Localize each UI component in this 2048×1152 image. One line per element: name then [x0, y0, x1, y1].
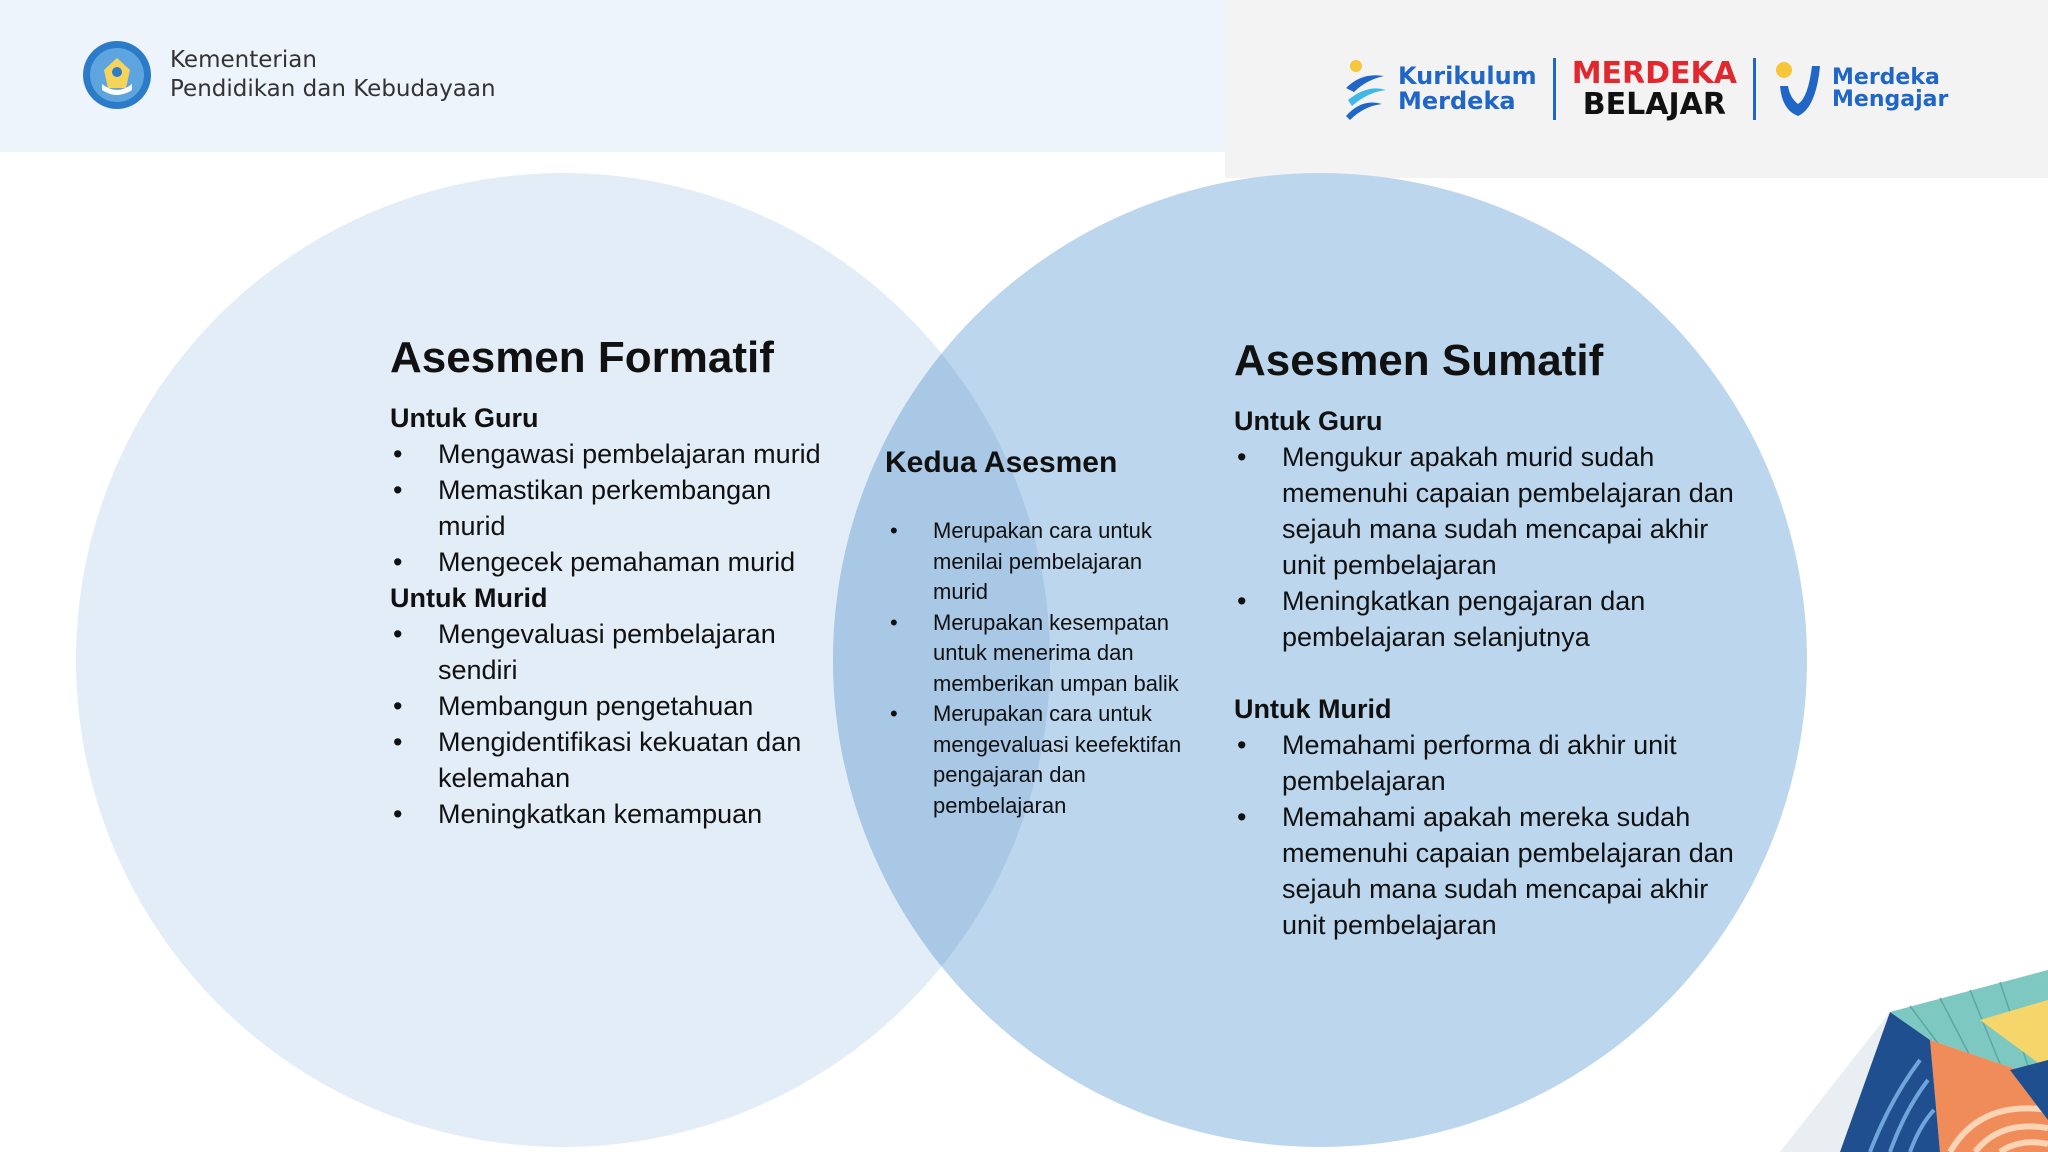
kurikulum-label: Kurikulum	[1398, 62, 1537, 90]
list-item: • Meningkatkan kemampuan	[390, 796, 830, 832]
formatif-murid-heading: Untuk Murid	[390, 583, 548, 613]
formatif-guru-list	[390, 436, 830, 580]
list-item: • Memastikan perkembangan murid	[390, 472, 830, 544]
formatif-guru-heading: Untuk Guru	[390, 403, 539, 433]
sumatif-guru-list	[1234, 439, 1754, 655]
list-item: • Mengidentifikasi kekuatan dan kelemahan	[390, 724, 830, 796]
merdeka-belajar-line1: MERDEKA	[1571, 56, 1738, 91]
kedua-section	[885, 443, 1185, 821]
kedua-title: Kedua Asesmen	[885, 446, 1118, 479]
list-item: • Membangun pengetahuan	[390, 688, 830, 724]
kedua-list	[885, 516, 1185, 821]
merdeka-belajar-line2: BELAJAR	[1582, 87, 1726, 122]
formatif-section	[390, 332, 830, 832]
decorative-pattern	[1780, 960, 2048, 1152]
list-item: • Mengecek pemahaman murid	[390, 544, 830, 580]
list-item: • Memahami apakah mereka sudah memenuhi capaian pembelajaran dan sejauh mana sudah mencapai akhir unit pembelajaran	[1234, 799, 1754, 943]
formatif-murid-list	[390, 616, 830, 832]
list-item: • Mengawasi pembelajaran murid	[390, 436, 830, 472]
list-item: • Merupakan cara untuk mengevaluasi keefektifan pengajaran dan pembelajaran	[885, 699, 1185, 821]
merdeka-mengajar-line2: Mengajar	[1832, 87, 1949, 112]
merdeka-label: Merdeka	[1398, 87, 1516, 115]
ministry-name-line1: Kementerian	[170, 47, 317, 73]
list-item: • Memahami performa di akhir unit pembelajaran	[1234, 727, 1754, 799]
ministry-name-line2: Pendidikan dan Kebudayaan	[170, 76, 496, 102]
sumatif-murid-heading: Untuk Murid	[1234, 694, 1392, 724]
list-item: • Mengevaluasi pembelajaran sendiri	[390, 616, 830, 688]
list-item: • Merupakan cara untuk menilai pembelajaran murid	[885, 516, 1185, 608]
formatif-title: Asesmen Formatif	[390, 333, 774, 382]
list-item: • Meningkatkan pengajaran dan pembelajaran selanjutnya	[1234, 583, 1754, 655]
merdeka-mengajar-line1: Merdeka	[1832, 65, 1940, 90]
sumatif-section	[1234, 335, 1754, 943]
sumatif-title: Asesmen Sumatif	[1234, 336, 1604, 385]
list-item: • Merupakan kesempatan untuk menerima dan memberikan umpan balik	[885, 608, 1185, 700]
sumatif-guru-heading: Untuk Guru	[1234, 406, 1383, 436]
sumatif-murid-list	[1234, 727, 1754, 943]
list-item: • Mengukur apakah murid sudah memenuhi capaian pembelajaran dan sejauh mana sudah mencapai akhir unit pembelajaran	[1234, 439, 1754, 583]
